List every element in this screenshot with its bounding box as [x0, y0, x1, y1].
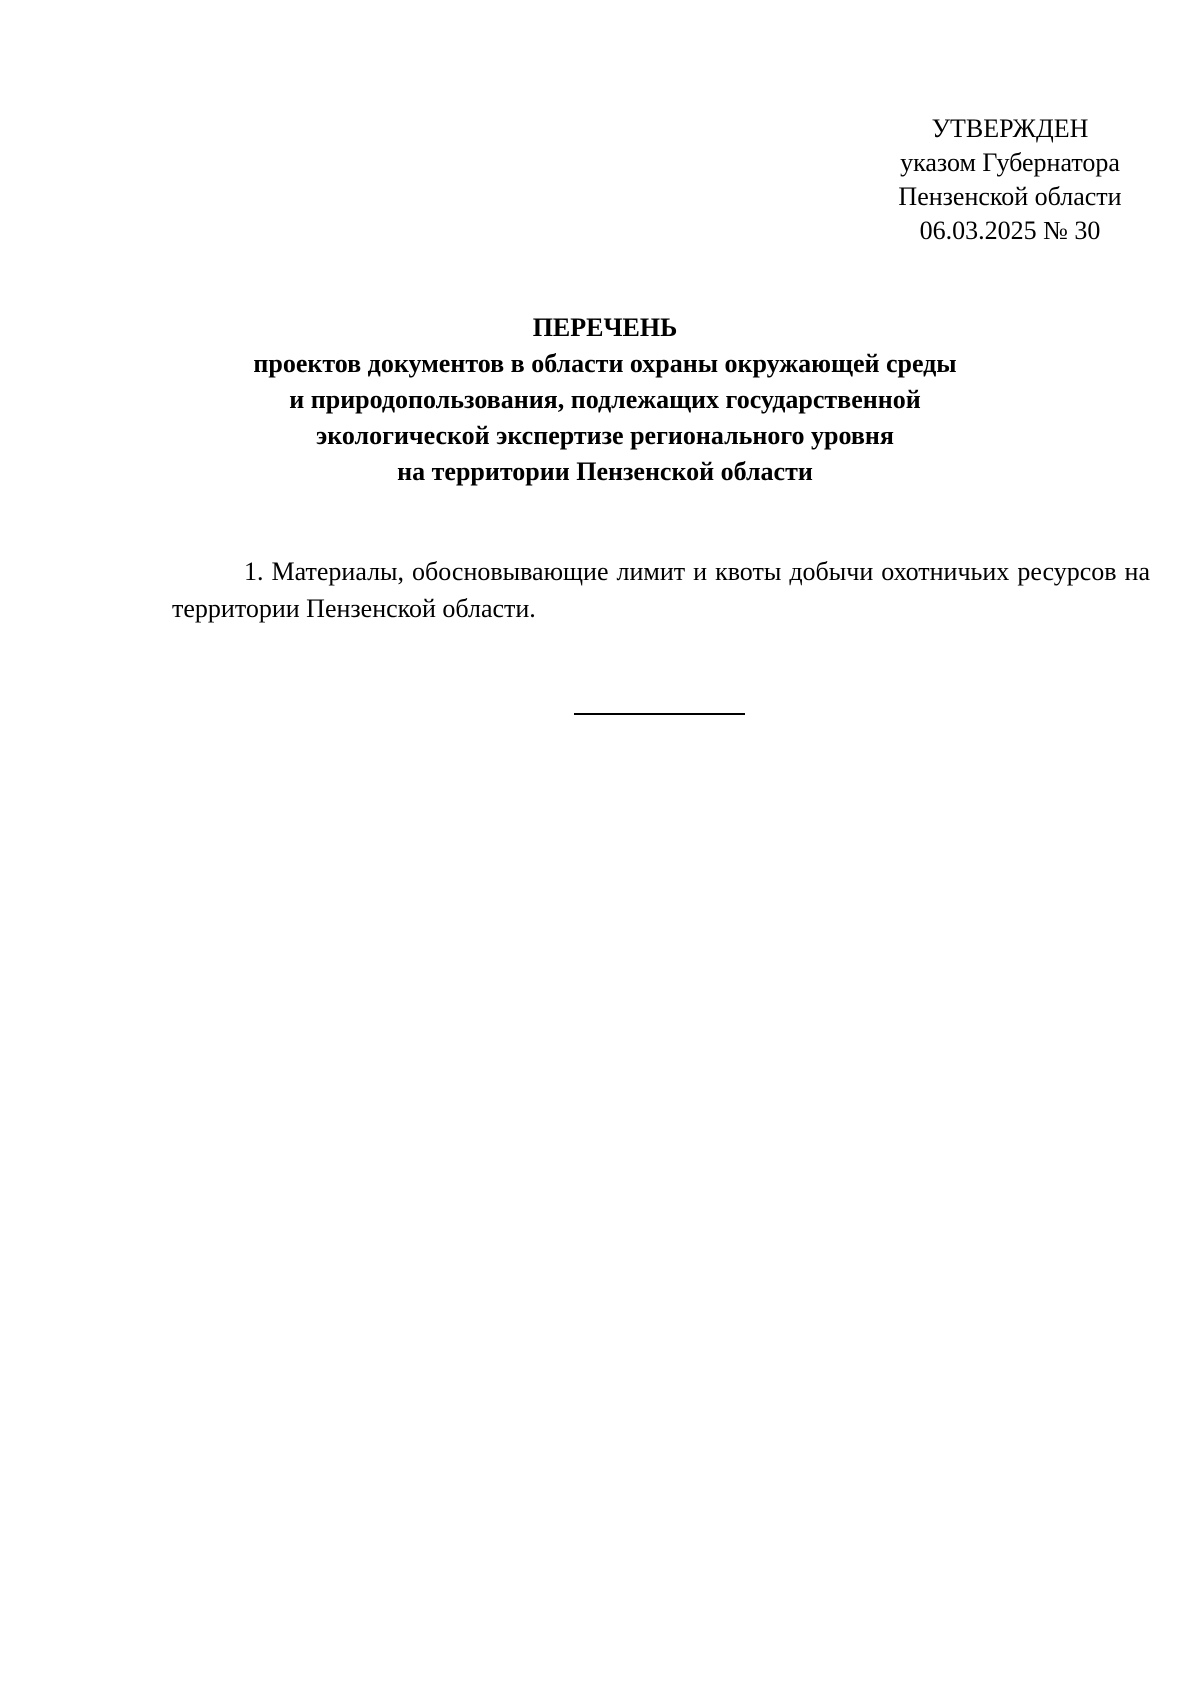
- title-line-1: проектов документов в области охраны окружающей среды: [253, 349, 957, 378]
- approval-stamp-block: [860, 112, 1160, 248]
- title-heading: ПЕРЕЧЕНЬ: [532, 313, 678, 342]
- title-line-3: экологической экспертизе регионального уровня: [316, 421, 894, 450]
- approval-authority: указом Губернатора: [900, 148, 1120, 177]
- title-line-4: на территории Пензенской области: [397, 457, 813, 486]
- approval-status: УТВЕРЖДЕН: [931, 114, 1089, 143]
- approval-date-number: 06.03.2025 № 30: [919, 216, 1101, 245]
- document-title: [180, 310, 1030, 490]
- list-item: 1. Материалы, обосновывающие лимит и квоты добычи охотничьих ресурсов на территории Пензенской области.: [172, 557, 1150, 623]
- title-line-2: и природопользования, подлежащих государственной: [289, 385, 921, 414]
- approval-region: Пензенской области: [898, 182, 1122, 211]
- closing-divider: [574, 713, 745, 715]
